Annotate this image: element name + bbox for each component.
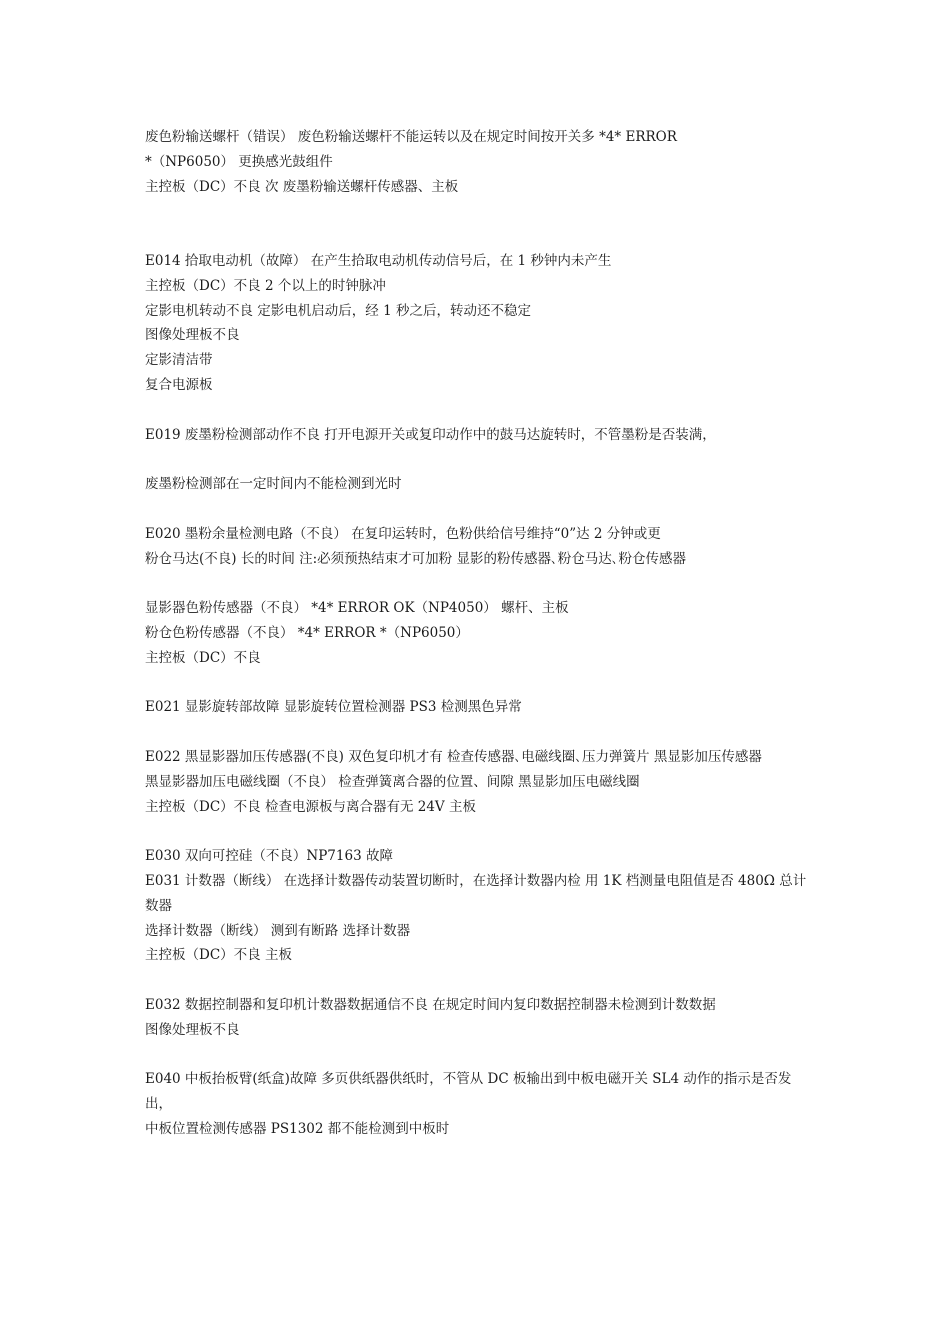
text-line: E031 计数器（断线） 在选择计数器传动装置切断时，在选择计数器内检 用 1K 档测量电阻值是否 480Ω 总计数器	[145, 872, 807, 914]
text-line: 主控板（DC）不良	[145, 649, 261, 666]
text-line: 废墨粉检测部在一定时间内不能检测到光时	[145, 476, 402, 493]
text-line: 中板位置检测传感器 PS1302 都不能检测到中板时	[145, 1120, 450, 1137]
text-line: 显影器色粉传感器（不良） *4* ERROR OK（NP4050） 螺杆、主板	[145, 600, 569, 617]
text-line: E021 显影旋转部故障 显影旋转位置检测器 PS3 检测黑色异常	[145, 699, 522, 716]
text-line: 黑显影器加压电磁线圈（不良） 检查弹簧离合器的位置、间隙 黑显影加压电磁线圈	[145, 773, 640, 790]
blank-line	[145, 199, 815, 224]
text-line: E032 数据控制器和复印机计数器数据通信不良 在规定时间内复印数据控制器未检测到计数数据	[145, 996, 716, 1013]
text-line: 主控板（DC）不良 2 个以上的时钟脉冲	[145, 277, 386, 294]
text-line: E040 中板抬板臂(纸盒)故障 多页供纸器供纸时，不管从 DC 板输出到中板电磁开关 SL4 动作的指示是否发出，	[145, 1071, 792, 1113]
blank-line	[145, 497, 815, 522]
text-line: *（NP6050） 更换感光鼓组件	[145, 153, 333, 170]
blank-line	[145, 1042, 815, 1067]
blank-line	[145, 819, 815, 844]
text-line: 主控板（DC）不良 检查电源板与离合器有无 24V 主板	[145, 798, 476, 815]
text-line: 废色粉输送螺杆（错误） 废色粉输送螺杆不能运转以及在规定时间按开关多 *4* ERROR	[145, 129, 677, 145]
text-line: 选择计数器（断线） 测到有断路 选择计数器	[145, 922, 411, 939]
blank-line	[145, 571, 815, 596]
text-line: 主控板（DC）不良 次 废墨粉输送螺杆传感器、主板	[145, 178, 459, 195]
text-line: 复合电源板	[145, 376, 213, 393]
text-line: 图像处理板不良	[145, 1021, 240, 1038]
blank-line	[145, 398, 815, 423]
text-line: E014 拾取电动机（故障） 在产生拾取电动机传动信号后，在 1 秒钟内未产生	[145, 252, 612, 269]
text-line: 主控板（DC）不良 主板	[145, 947, 292, 964]
text-line: 粉仓马达(不良) 长的时间 注:必须预热结束才可加粉 显影的粉传感器､粉仓马达､粉仓传感器	[145, 550, 686, 567]
text-line: 图像处理板不良	[145, 327, 240, 344]
text-line: E020 墨粉余量检测电路（不良） 在复印运转时，色粉供给信号维持“0”达 2 分钟或更	[145, 525, 661, 542]
blank-line	[145, 968, 815, 993]
text-line: 粉仓色粉传感器（不良） *4* ERROR *（NP6050）	[145, 624, 469, 641]
document-body	[145, 125, 815, 1142]
text-line: E019 废墨粉检测部动作不良 打开电源开关或复印动作中的鼓马达旋转时，不管墨粉是否装满，	[145, 426, 716, 443]
text-line: E030 双向可控硅（不良）NP7163 故障	[145, 848, 393, 865]
blank-line	[145, 671, 815, 696]
text-line: E022 黑显影器加压传感器(不良) 双色复印机才有 检查传感器､电磁线圈､压力弹簧片 黑显影加压传感器	[145, 748, 762, 765]
text-line: 定影清洁带	[145, 352, 213, 369]
blank-line	[145, 447, 815, 472]
text-line: 定影电机转动不良 定影电机启动后，经 1 秒之后，转动还不稳定	[145, 302, 531, 319]
blank-line	[145, 224, 815, 249]
blank-line	[145, 720, 815, 745]
